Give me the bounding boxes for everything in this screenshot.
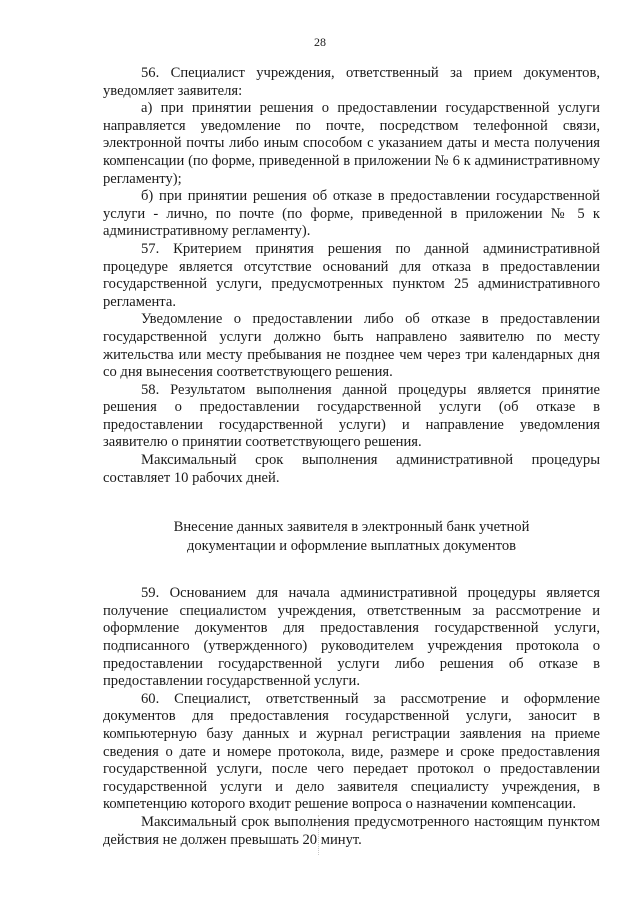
paragraph-59: 59. Основанием для начала административной процедуры является получение специалистом учреждения, ответственным за рассмотрение и оформление документов для предоставления государственной услуги, подписанного (утвержденного) руководителем учреждения протокола о предоставлении государственной услуги либо решения об отказе в предоставлении государственной услуги.	[103, 585, 600, 690]
paragraph-56: 56. Специалист учреждения, ответственный за прием документов, уведомляет заявителя:	[103, 65, 600, 99]
paragraph-60-term: Максимальный срок выполнения предусмотренного настоящим пунктом действия не должен превышать 20 минут.	[103, 813, 600, 848]
document-body	[103, 65, 600, 849]
section-heading-line-1: Внесение данных заявителя в электронный банк учетной	[173, 519, 530, 536]
paragraph-56a: а) при принятии решения о предоставлении государственной услуги направляется уведомление по почте, посредством телефонной связи, электронной почты либо иным способом с указанием даты и места получения компенсации (по форме, приведенной в приложении № 6 к административному регламенту);	[103, 100, 600, 187]
paragraph-60: 60. Специалист, ответственный за рассмотрение и оформление документов для предоставления государственной услуги, заносит в компьютерную базу данных и журнал регистрации заявления на приеме сведения о дате и номере протокола, виде, размере и сроке предоставления государственной услуги, после чего передает протокол о предоставлении государственной услуги и дело заявителя специалисту учреждения, в компетенцию которого входит решение вопроса о назначении компенсации.	[103, 690, 600, 813]
section-heading	[103, 518, 600, 556]
scan-artifact	[318, 815, 320, 855]
paragraph-57: 57. Критерием принятия решения по данной административной процедуре является отсутствие оснований для отказа в предоставлении государственной услуги, предусмотренных пунктом 25 административного регламента.	[103, 240, 600, 310]
paragraph-56b: б) при принятии решения об отказе в предоставлении государственной услуги - лично, по почте (по форме, приведенной в приложении № 5 к административному регламенту).	[103, 188, 600, 240]
paragraph-58-term: Максимальный срок выполнения административной процедуры составляет 10 рабочих дней.	[103, 452, 600, 486]
section-heading-line-2: документации и оформление выплатных документов	[186, 538, 517, 555]
paragraph-57-notice: Уведомление о предоставлении либо об отказе в предоставлении государственной услуги должно быть направлено заявителю по месту жительства или месту пребывания не позднее чем через три календарных дня со дня вынесения соответствующего решения.	[103, 311, 600, 381]
paragraph-58: 58. Результатом выполнения данной процедуры является принятие решения о предоставлении государственной услуги (об отказе в предоставлении государственной услуги) и направление уведомления заявителю о принятии соответствующего решения.	[103, 381, 600, 451]
page-number: 28	[314, 35, 326, 49]
